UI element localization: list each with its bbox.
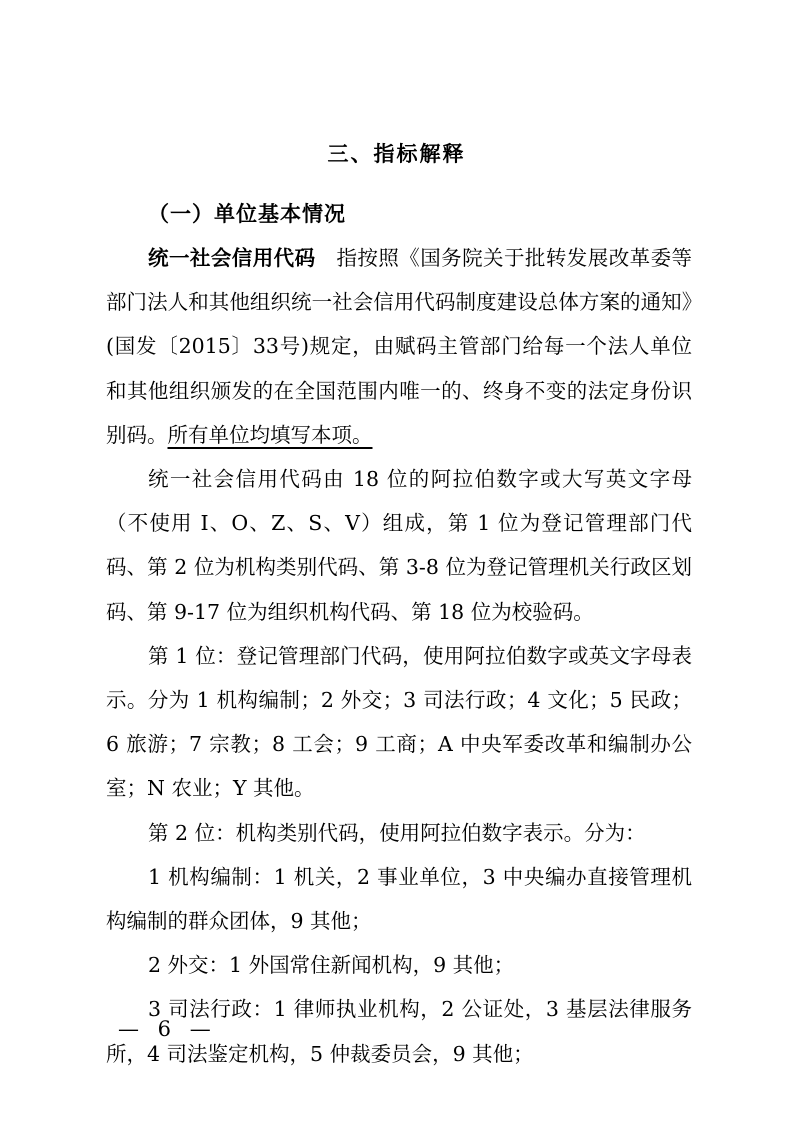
paragraph-category-1: 1 机构编制：1 机关，2 事业单位，3 中央编办直接管理机构编制的群众团体，9 其他； [106,864,692,934]
definition-text: 指按照《国务院关于批转发展改革委等部门法人和其他组织统一社会信用代码制度建设总体方案的通知》(国发〔2015〕33号)规定，由赋码主管部门给每一个法人单位和其他组织颁发的在全国范围内唯一的、终身不变的法定身份识别码。 [106,246,693,447]
paragraph-category-3: 3 司法行政：1 律师执业机构，2 公证处，3 基层法律服务所，4 司法鉴定机构，5 仲裁委员会，9 其他； [106,997,692,1066]
paragraph-code-structure: 统一社会信用代码由 18 位的阿拉伯数字或大写英文字母（不使用 I、O、Z、S、V）组成，第 1 位为登记管理部门代码、第 2 位为机构类别代码、第 3-8 位为登记管理机关行政区划码、第 9-17 位为组织机构代码、第 18 位为校验码。 [106,467,692,624]
term-credit-code: 统一社会信用代码 [148,246,316,270]
page-number: — 6 — [118,1017,217,1041]
paragraph-credit-code-definition [106,236,692,457]
paragraph-digit-1: 第 1 位：登记管理部门代码，使用阿拉伯数字或英文字母表示。分为 1 机构编制；2 外交；3 司法行政；4 文化；5 民政；6 旅游；7 宗教；8 工会；9 工商；A 中央军委改革和编制办公室；N 农业；Y 其他。 [106,643,692,801]
paragraph-category-2: 2 外交：1 外国常住新闻机构，9 其他； [148,953,515,978]
section-heading: （一）单位基本情况 [148,202,346,226]
page-title: 三、指标解释 [327,142,466,166]
document-body [106,236,692,1076]
paragraph-digit-2: 第 2 位：机构类别代码，使用阿拉伯数字表示。分为： [148,820,646,845]
underlined-note: 所有单位均填写本项。 [167,422,373,447]
